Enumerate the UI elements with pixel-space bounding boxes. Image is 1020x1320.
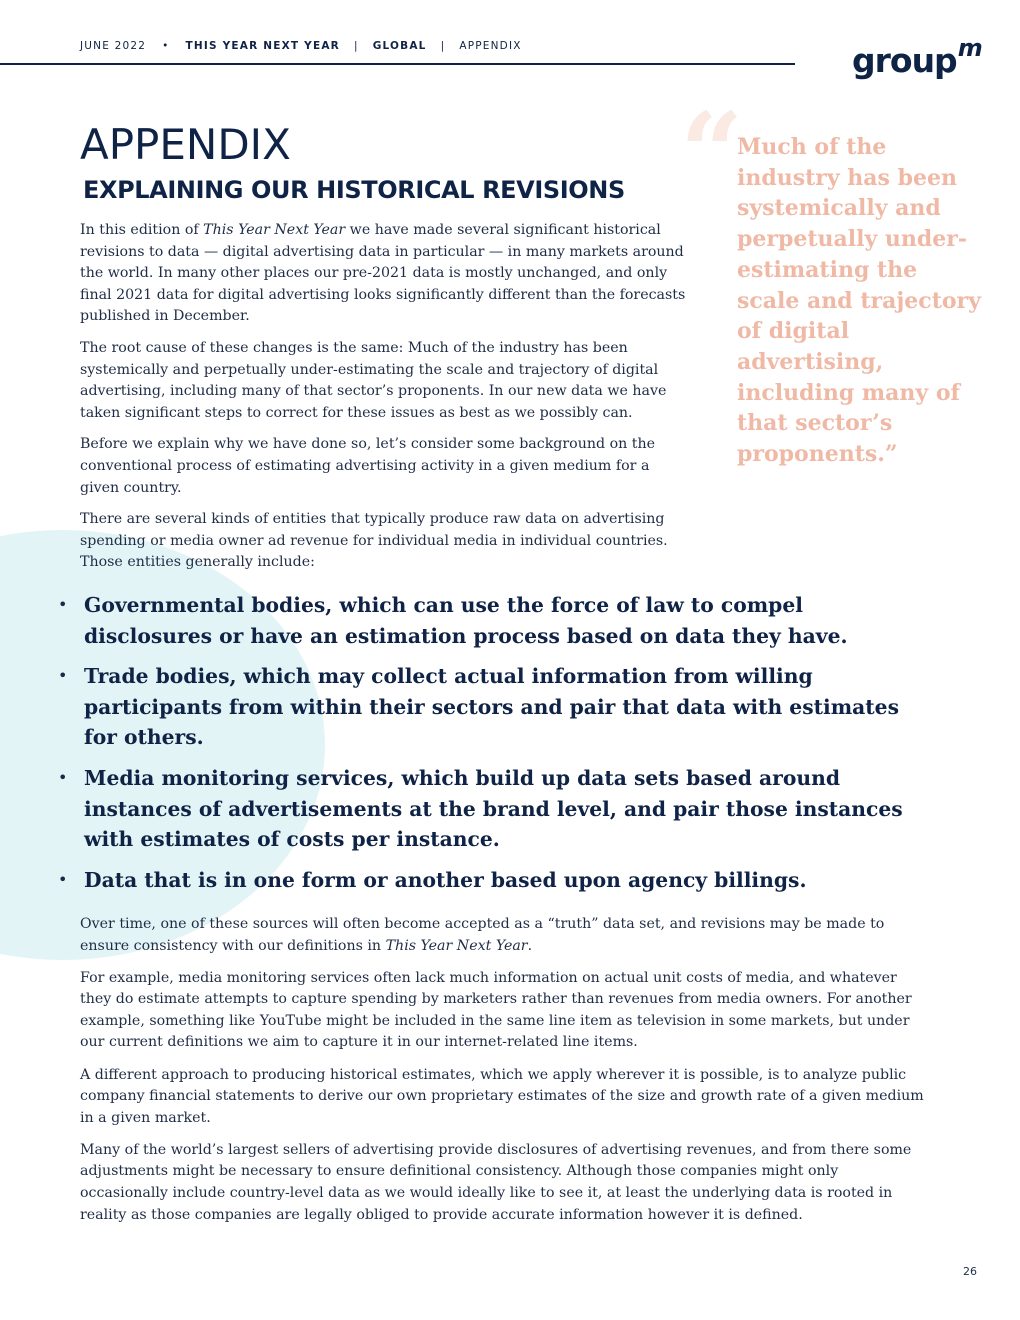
groupm-logo [852,34,982,80]
entity-list [58,590,928,905]
logo-main: group [852,41,957,80]
header-rule [0,63,795,65]
list-item-text: Data that is in one form or another based upon agency billings. [84,867,807,892]
intro-p1-text-a: In this edition of [80,222,204,238]
list-item-text: Governmental bodies, which can use the force of law to compel disclosures or have an estimation process based on data they have. [84,593,848,648]
intro-section [80,220,692,584]
page-subtitle: EXPLAINING OUR HISTORICAL REVISIONS [83,176,625,204]
header-bullet: • [162,40,170,52]
body-p1-text-a: Over time, one of these sources will often become accepted as a “truth” data set, and revisions may be made to ensure consistency with our definitions in [80,916,885,954]
body-paragraph-2: For example, media monitoring services often lack much information on actual unit costs of media, and whatever they do estimate attempts to capture spending by marketers rather than revenues from media owners. For another example, something like YouTube might be included in the same line item as television in some markets, but under our current definitions we aim to capture it in our internet-related line items. [80,969,912,1051]
bullet-icon: • [58,767,68,787]
running-header [80,40,522,52]
page-title: APPENDIX [80,120,291,169]
bullet-icon: • [58,595,68,614]
intro-paragraph-1 [80,220,692,328]
list-item [58,865,928,896]
list-item-text: Trade bodies, which may collect actual information from willing participants from within their sectors and pair that data with estimates for others. [84,664,899,750]
quote-mark-icon: “ [680,88,744,217]
header-section: APPENDIX [459,40,522,52]
body-p1-text-b: . [527,937,533,954]
body-paragraph-1 [80,914,930,957]
header-region: GLOBAL [372,40,427,52]
bullet-icon: • [58,869,68,889]
intro-p1-text-b: we have made several significant historical revisions to data — digital advertising data in particular — in many markets around the world. In many other places our pre-2021 data is mostly unchanged, and only final 2021 data for digital advertising looks significantly different than the forecasts published in December. [80,222,686,325]
intro-p1-italic: This Year Next Year [203,222,346,238]
header-divider-1: | [353,40,359,52]
header-publication: THIS YEAR NEXT YEAR [185,40,340,52]
body-section [80,914,930,1237]
list-item [58,590,928,651]
intro-paragraph-4: There are several kinds of entities that typically produce raw data on advertising spending or media owner ad revenue for individual media in individual countries. Those entities generally include: [80,511,668,571]
header-date: JUNE 2022 [80,40,147,52]
list-item [58,661,928,753]
header-divider-2: | [440,40,446,52]
list-item [58,763,928,855]
intro-paragraph-2: The root cause of these changes is the same: Much of the industry has been systemically and perpetually under-estimating the scale and trajectory of digital advertising, including many of that sector’s proponents. In our new data we have taken significant steps to correct for these issues as best as we possibly can. [80,339,667,421]
page-number: 26 [963,1265,977,1278]
list-item-text: Media monitoring services, which build up data sets based around instances of advertisements at the brand level, and pair those instances with estimates of costs per instance. [84,765,903,852]
intro-paragraph-3: Before we explain why we have done so, let’s consider some background on the conventional process of estimating advertising activity in a given medium for a given country. [80,436,656,496]
body-p1-italic: This Year Next Year [385,937,528,954]
body-paragraph-3: A different approach to producing historical estimates, which we apply wherever it is possible, is to analyze public company financial statements to derive our own proprietary estimates of the size and growth rate of a given medium in a given market. [80,1066,924,1126]
pull-quote: Much of the industry has been systemically and perpetually under-estimating the scale and trajectory of digital advertising, including many of that sector’s proponents.” [737,134,981,468]
bullet-icon: • [58,666,68,686]
body-paragraph-4: Many of the world’s largest sellers of advertising provide disclosures of advertising revenues, and from there some adjustments might be necessary to ensure definitional consistency. Although those companies might only occasionally include country-level data as we would ideally like to see it, at least the underlying data is rooted in reality as those companies are legally obliged to provide accurate information however it is defined. [80,1141,912,1223]
logo-super: m [957,34,982,62]
